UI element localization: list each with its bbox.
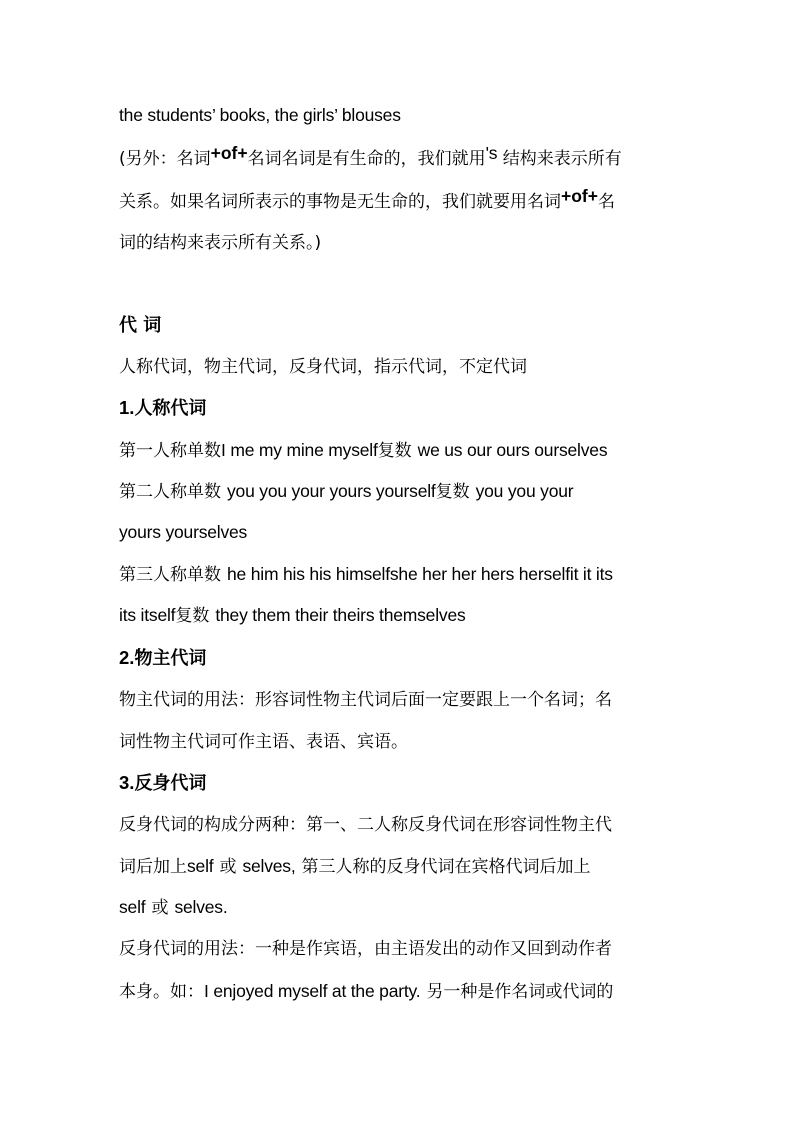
label: 复数 xyxy=(435,482,470,502)
first-person-line xyxy=(119,438,679,463)
note-text: 结构来表示所有 xyxy=(497,149,622,169)
subsection-heading-personal xyxy=(119,396,679,421)
term: self xyxy=(119,897,146,917)
forms: we us our ours ourselves xyxy=(417,440,608,460)
note-line-1 xyxy=(119,143,679,171)
third-person-line-cont xyxy=(119,603,679,628)
section-number: 3. xyxy=(119,772,135,793)
text: 第三人称的反身代词在宾格代词后加上 xyxy=(301,857,591,877)
note-text: 名词名词是有生命的，我们就用 xyxy=(247,149,486,169)
text: 或 xyxy=(219,857,237,877)
section-title: 人称代词 xyxy=(134,398,207,419)
subsection-heading-possessive xyxy=(119,646,679,671)
note-line-3: 词的结构来表示所有关系。) xyxy=(119,233,322,253)
forms: they them their theirs themselves xyxy=(215,605,466,625)
pronoun-types: 人称代词，物主代词，反身代词，指示代词，不定代词 xyxy=(119,357,527,377)
label: 第一人称单数 xyxy=(119,441,221,461)
section-title: 反身代词 xyxy=(134,773,207,794)
reflexive-usage-1: 反身代词的用法：一种是作宾语，由主语发出的动作又回到动作者 xyxy=(119,939,612,959)
note-line-2 xyxy=(119,186,679,214)
forms: I me my mine myself xyxy=(221,440,378,460)
text: 本身。如： xyxy=(119,982,204,1002)
forms: you you your yours yourself xyxy=(227,481,436,501)
reflexive-usage-2 xyxy=(119,979,679,1004)
label: 复数 xyxy=(377,441,412,461)
term: selves, xyxy=(242,856,296,876)
forms: you you your xyxy=(475,481,574,501)
reflexive-body-1: 反身代词的构成分两种：第一、二人称反身代词在形容词性物主代 xyxy=(119,815,612,835)
forms: its itself xyxy=(119,605,176,625)
text: 另一种是作名词或代词的 xyxy=(426,982,614,1002)
note-formula: +of+ xyxy=(210,143,248,163)
label: 复数 xyxy=(175,606,210,626)
reflexive-body-2 xyxy=(119,854,679,879)
example-line: the students’ books, the girls’ blouses xyxy=(119,105,401,125)
third-person-line xyxy=(119,562,679,587)
term: selves. xyxy=(174,897,228,917)
subsection-heading-reflexive xyxy=(119,771,679,796)
label: 第三人称单数 xyxy=(119,565,221,585)
text: 词后加上 xyxy=(119,857,187,877)
section-heading-pronoun: 代 词 xyxy=(119,315,162,336)
example: I enjoyed myself at the party. xyxy=(204,981,421,1001)
second-person-line-cont: yours yourselves xyxy=(119,522,248,542)
term: self xyxy=(187,856,214,876)
second-person-line xyxy=(119,479,679,504)
note-possessive: 's xyxy=(485,143,498,163)
note-text: (另外：名词 xyxy=(119,149,211,169)
note-text: 名 xyxy=(597,192,615,212)
forms: he him his his himselfshe her her hers herselfit it its xyxy=(227,564,613,584)
note-text: 关系。如果名词所表示的事物是无生命的，我们就要用名词 xyxy=(119,192,561,212)
section-title: 物主代词 xyxy=(134,648,207,669)
possessive-body-2: 词性物主代词可作主语、表语、宾语。 xyxy=(119,732,408,752)
section-number: 2. xyxy=(119,647,135,668)
possessive-body-1: 物主代词的用法：形容词性物主代词后面一定要跟上一个名词；名 xyxy=(119,690,612,710)
note-formula: +of+ xyxy=(561,186,598,206)
text: 或 xyxy=(151,898,169,918)
section-number: 1. xyxy=(119,397,135,418)
reflexive-body-3 xyxy=(119,895,679,920)
label: 第二人称单数 xyxy=(119,482,221,502)
